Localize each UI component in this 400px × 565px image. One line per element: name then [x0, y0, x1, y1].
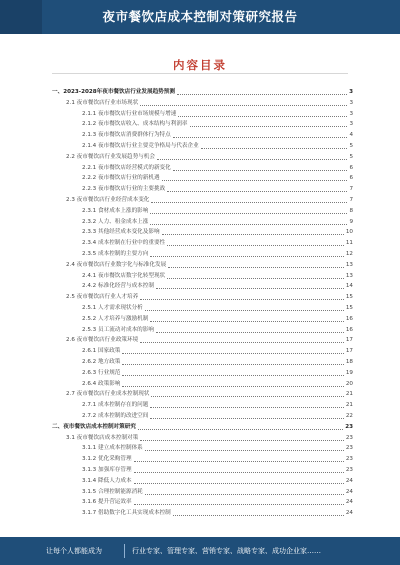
toc-entry[interactable] — [82, 315, 353, 323]
toc-entry[interactable] — [66, 196, 353, 204]
toc-entry-title: 2.6.4 政策影响 — [82, 380, 121, 387]
toc-entry-title: 2.2.3 夜市餐饮店行业的主要挑战 — [82, 186, 166, 193]
toc-entry-title: 2.6.2 地方政策 — [82, 359, 121, 365]
toc-entry-title: 2.4 夜市餐饮店行业数字化与标准化发展 — [66, 261, 167, 268]
toc-heading: 内容目录 — [173, 58, 227, 72]
toc-leader-dots — [156, 283, 344, 289]
toc-entry[interactable] — [82, 477, 353, 485]
toc-leader-dots — [177, 89, 347, 95]
toc-leader-dots — [167, 186, 347, 192]
toc-entry-title: 一、2023-2028年夜市餐饮店行业发展趋势预测 — [52, 89, 175, 95]
toc-entry-title: 2.1.2 夜市餐饮店收入、成本结构与利润率 — [82, 121, 188, 128]
toc-entry[interactable] — [66, 390, 353, 398]
toc-entry[interactable] — [82, 110, 353, 118]
toc-leader-dots — [162, 229, 344, 235]
toc-entry-page: 24 — [345, 488, 353, 495]
toc-leader-dots — [140, 337, 344, 343]
toc-entry[interactable] — [82, 142, 353, 150]
toc-leader-dots — [122, 370, 343, 376]
toc-entry-title: 2.2.1 夜市餐饮店经营模式的新变化 — [82, 164, 171, 171]
toc-entry-page: 5 — [349, 143, 353, 149]
toc-entry[interactable] — [82, 326, 353, 334]
toc-entry-page: 3 — [349, 99, 353, 106]
toc-entry-page: 7 — [349, 197, 353, 203]
toc-leader-dots — [122, 348, 343, 354]
toc-entry[interactable] — [82, 272, 353, 280]
toc-entry-title: 2.7.1 成本控制存在的问题 — [82, 402, 149, 409]
toc-entry-page: 15 — [345, 294, 353, 301]
toc-entry[interactable] — [82, 282, 353, 290]
toc-entry[interactable] — [82, 239, 353, 247]
toc-entry-title: 2.3.5 成本控制的主要方向 — [82, 251, 149, 257]
toc-leader-dots — [138, 424, 343, 430]
toc-entry-page: 3 — [349, 89, 353, 95]
toc-entry[interactable] — [82, 380, 353, 388]
toc-leader-dots — [150, 316, 344, 322]
toc-leader-dots — [150, 402, 344, 408]
toc-leader-dots — [145, 305, 344, 311]
toc-leader-dots — [173, 510, 344, 516]
toc-entry[interactable] — [82, 401, 353, 409]
toc-entry-title: 2.5.2 人才培养与激励机制 — [82, 315, 149, 322]
toc-leader-dots — [151, 391, 343, 397]
toc-entry[interactable] — [82, 498, 353, 506]
toc-entry-title: 2.7.2 成本控制的改进空间 — [82, 413, 149, 419]
toc-leader-dots — [178, 111, 347, 117]
toc-leader-dots — [150, 251, 344, 257]
toc-entry[interactable] — [66, 293, 353, 301]
toc-entry-title: 2.3.1 食材成本上涨的影响 — [82, 207, 149, 214]
toc-entry-title: 二、夜市餐饮店成本控制对策研究 — [52, 423, 136, 430]
toc-leader-dots — [162, 175, 348, 181]
toc-entry-page: 6 — [349, 164, 353, 171]
toc-entry[interactable] — [52, 423, 353, 431]
toc-entry-page: 17 — [345, 337, 353, 344]
toc-entry-page: 21 — [345, 391, 353, 398]
toc-entry-page: 11 — [345, 240, 353, 247]
toc-entry[interactable] — [66, 261, 353, 269]
toc-entry-title: 2.1 夜市餐饮店行业市场现状 — [66, 99, 139, 106]
toc-entry-title: 2.3.4 成本控制在行业中的重要性 — [82, 240, 166, 247]
toc-entry-title: 3.1.4 降低人力成本 — [82, 477, 132, 484]
toc-entry-page: 24 — [345, 510, 353, 517]
toc-leader-dots — [122, 381, 343, 387]
toc-entry-title: 2.2.2 夜市餐饮店行业的新机遇 — [82, 175, 160, 182]
toc-entry-page: 12 — [345, 251, 353, 257]
toc-leader-dots — [134, 478, 344, 484]
toc-entry-title: 2.7 夜市餐饮店行业成本控制现状 — [66, 391, 150, 398]
toc-entry-page: 10 — [345, 229, 353, 236]
toc-leader-dots — [145, 445, 344, 451]
toc-entry[interactable] — [82, 228, 353, 236]
toc-entry[interactable] — [82, 250, 353, 258]
toc-leader-dots — [168, 262, 344, 268]
toc-entry-title: 2.3.3 其他经营成本变化及影响 — [82, 229, 160, 236]
toc-leader-dots — [134, 499, 344, 505]
toc-leader-dots — [134, 467, 344, 473]
toc-entry[interactable] — [66, 336, 353, 344]
toc-entry-title: 2.5.3 员工流动对成本的影响 — [82, 326, 154, 333]
toc-entry-title: 3.1.3 加强库存管理 — [82, 467, 132, 473]
toc-entry-title: 2.3.2 人力、租金成本上涨 — [82, 218, 149, 225]
toc-leader-dots — [150, 413, 344, 419]
toc-leader-dots — [140, 294, 344, 300]
toc-entry-title: 3.1.2 优化采购管理 — [82, 456, 132, 463]
toc-entry-page: 20 — [345, 380, 353, 387]
toc-entry-page: 3 — [349, 110, 353, 117]
toc-entry[interactable] — [82, 466, 353, 474]
toc-entry[interactable] — [82, 412, 353, 420]
toc-leader-dots — [173, 165, 348, 171]
toc-leader-dots — [150, 208, 347, 214]
toc-entry-page: 21 — [345, 402, 353, 409]
toc-entry[interactable] — [82, 131, 353, 139]
toc-entry-page: 13 — [345, 272, 353, 279]
toc-entry-page: 23 — [345, 423, 353, 430]
toc-entry[interactable] — [66, 153, 353, 161]
toc-entry[interactable] — [82, 207, 353, 215]
toc-entry[interactable] — [82, 444, 353, 452]
toc-entry-page: 15 — [345, 305, 353, 311]
toc-leader-dots — [157, 154, 347, 160]
toc-entry[interactable] — [82, 347, 353, 355]
toc-entry[interactable] — [82, 358, 353, 366]
toc-entry-title: 2.1.3 夜市餐饮店消费群体行为特点 — [82, 132, 171, 139]
toc-entry-page: 7 — [349, 186, 353, 193]
toc-entry-page: 23 — [345, 434, 353, 441]
toc-entry-title: 2.1.1 夜市餐饮店行业市场规模与增速 — [82, 110, 177, 117]
toc-entry-title: 2.3 夜市餐饮店行业经营成本变化 — [66, 197, 150, 203]
toc-entry-page: 14 — [345, 283, 353, 290]
footer-tagline: 行业专家、管理专家、营销专家、战略专家、成功企业家…… — [132, 547, 321, 555]
toc-entry[interactable] — [82, 509, 353, 517]
toc-leader-dots — [151, 197, 347, 203]
toc-entry[interactable] — [82, 488, 353, 496]
toc-entry[interactable] — [66, 99, 353, 107]
toc-entry-page: 23 — [345, 445, 353, 452]
toc-entry-page: 18 — [345, 359, 353, 365]
toc-entry-page: 5 — [349, 153, 353, 160]
footer-slogan: 让每个人都能成为 — [46, 547, 102, 555]
toc-entry[interactable] — [82, 369, 353, 377]
toc-entry-title: 2.5.1 人才需求现状分析 — [82, 305, 143, 311]
toc-entry-title: 2.6.1 国家政策 — [82, 348, 121, 355]
toc-leader-dots — [167, 273, 344, 279]
toc-entry-title: 2.5 夜市餐饮店行业人才培养 — [66, 294, 139, 301]
toc-leader-dots — [190, 121, 348, 127]
toc-entry-page: 24 — [345, 477, 353, 484]
toc-entry-title: 2.6.3 行业规范 — [82, 369, 121, 376]
toc-entry-page: 6 — [349, 175, 353, 182]
toc-entry[interactable] — [82, 120, 353, 128]
toc-entry[interactable] — [82, 455, 353, 463]
toc-leader-dots — [140, 100, 347, 106]
toc-leader-dots — [201, 143, 348, 149]
toc-entry-title: 2.4.1 夜市餐饮店数字化转型现状 — [82, 272, 166, 279]
toc-entry-page: 23 — [345, 456, 353, 463]
toc-entry[interactable] — [82, 174, 353, 182]
toc-leader-dots — [156, 327, 344, 333]
toc-leader-dots — [150, 219, 347, 225]
toc-entry[interactable] — [82, 185, 353, 193]
toc-entry-page: 16 — [345, 326, 353, 333]
toc-entry-title: 3.1.6 提升营运效率 — [82, 499, 132, 506]
toc-entry[interactable] — [82, 164, 353, 172]
toc-entry-page: 9 — [349, 218, 353, 225]
toc-entry-page: 16 — [345, 315, 353, 322]
toc-entry-page: 8 — [349, 207, 353, 214]
toc-entry-title: 2.6 夜市餐饮店行业政策环境 — [66, 337, 139, 344]
toc-entry-page: 13 — [345, 261, 353, 268]
footer-divider — [124, 544, 125, 558]
toc-entry-page: 22 — [345, 413, 353, 419]
toc-leader-dots — [173, 132, 348, 138]
toc-entry-page: 3 — [349, 121, 353, 128]
toc-entry-page: 23 — [345, 467, 353, 473]
toc-entry-page: 19 — [345, 369, 353, 376]
toc-leader-dots — [145, 489, 344, 495]
toc-entry-page: 24 — [345, 499, 353, 506]
toc-entry-title: 3.1.1 建立成本控制体系 — [82, 445, 143, 452]
toc-entry-title: 2.4.2 标准化经营与成本控制 — [82, 283, 154, 290]
toc-entry-title: 2.2 夜市餐饮店行业发展趋势与机会 — [66, 153, 155, 160]
report-title: 夜市餐饮店成本控制对策研究报告 — [102, 9, 298, 24]
toc-entry-title: 3.1.7 借助数字化工具实现成本控制 — [82, 510, 171, 517]
toc-entry-page: 4 — [349, 132, 353, 139]
toc-entry-title: 2.1.4 夜市餐饮店行业主要竞争格局与代表企业 — [82, 143, 199, 149]
toc-entry-page: 17 — [345, 348, 353, 355]
toc-entry[interactable] — [82, 304, 353, 312]
toc-leader-dots — [167, 240, 344, 246]
toc-entry[interactable] — [52, 88, 353, 96]
toc-entry[interactable] — [66, 434, 353, 442]
heading-divider — [52, 73, 348, 74]
toc-entry[interactable] — [82, 218, 353, 226]
toc-leader-dots — [122, 359, 343, 365]
toc-entry-title: 3.1.5 合理控制能源消耗 — [82, 488, 143, 495]
toc-entry-title: 3.1 夜市餐饮店成本控制对策 — [66, 434, 139, 441]
toc-leader-dots — [134, 456, 344, 462]
toc-leader-dots — [140, 435, 344, 441]
